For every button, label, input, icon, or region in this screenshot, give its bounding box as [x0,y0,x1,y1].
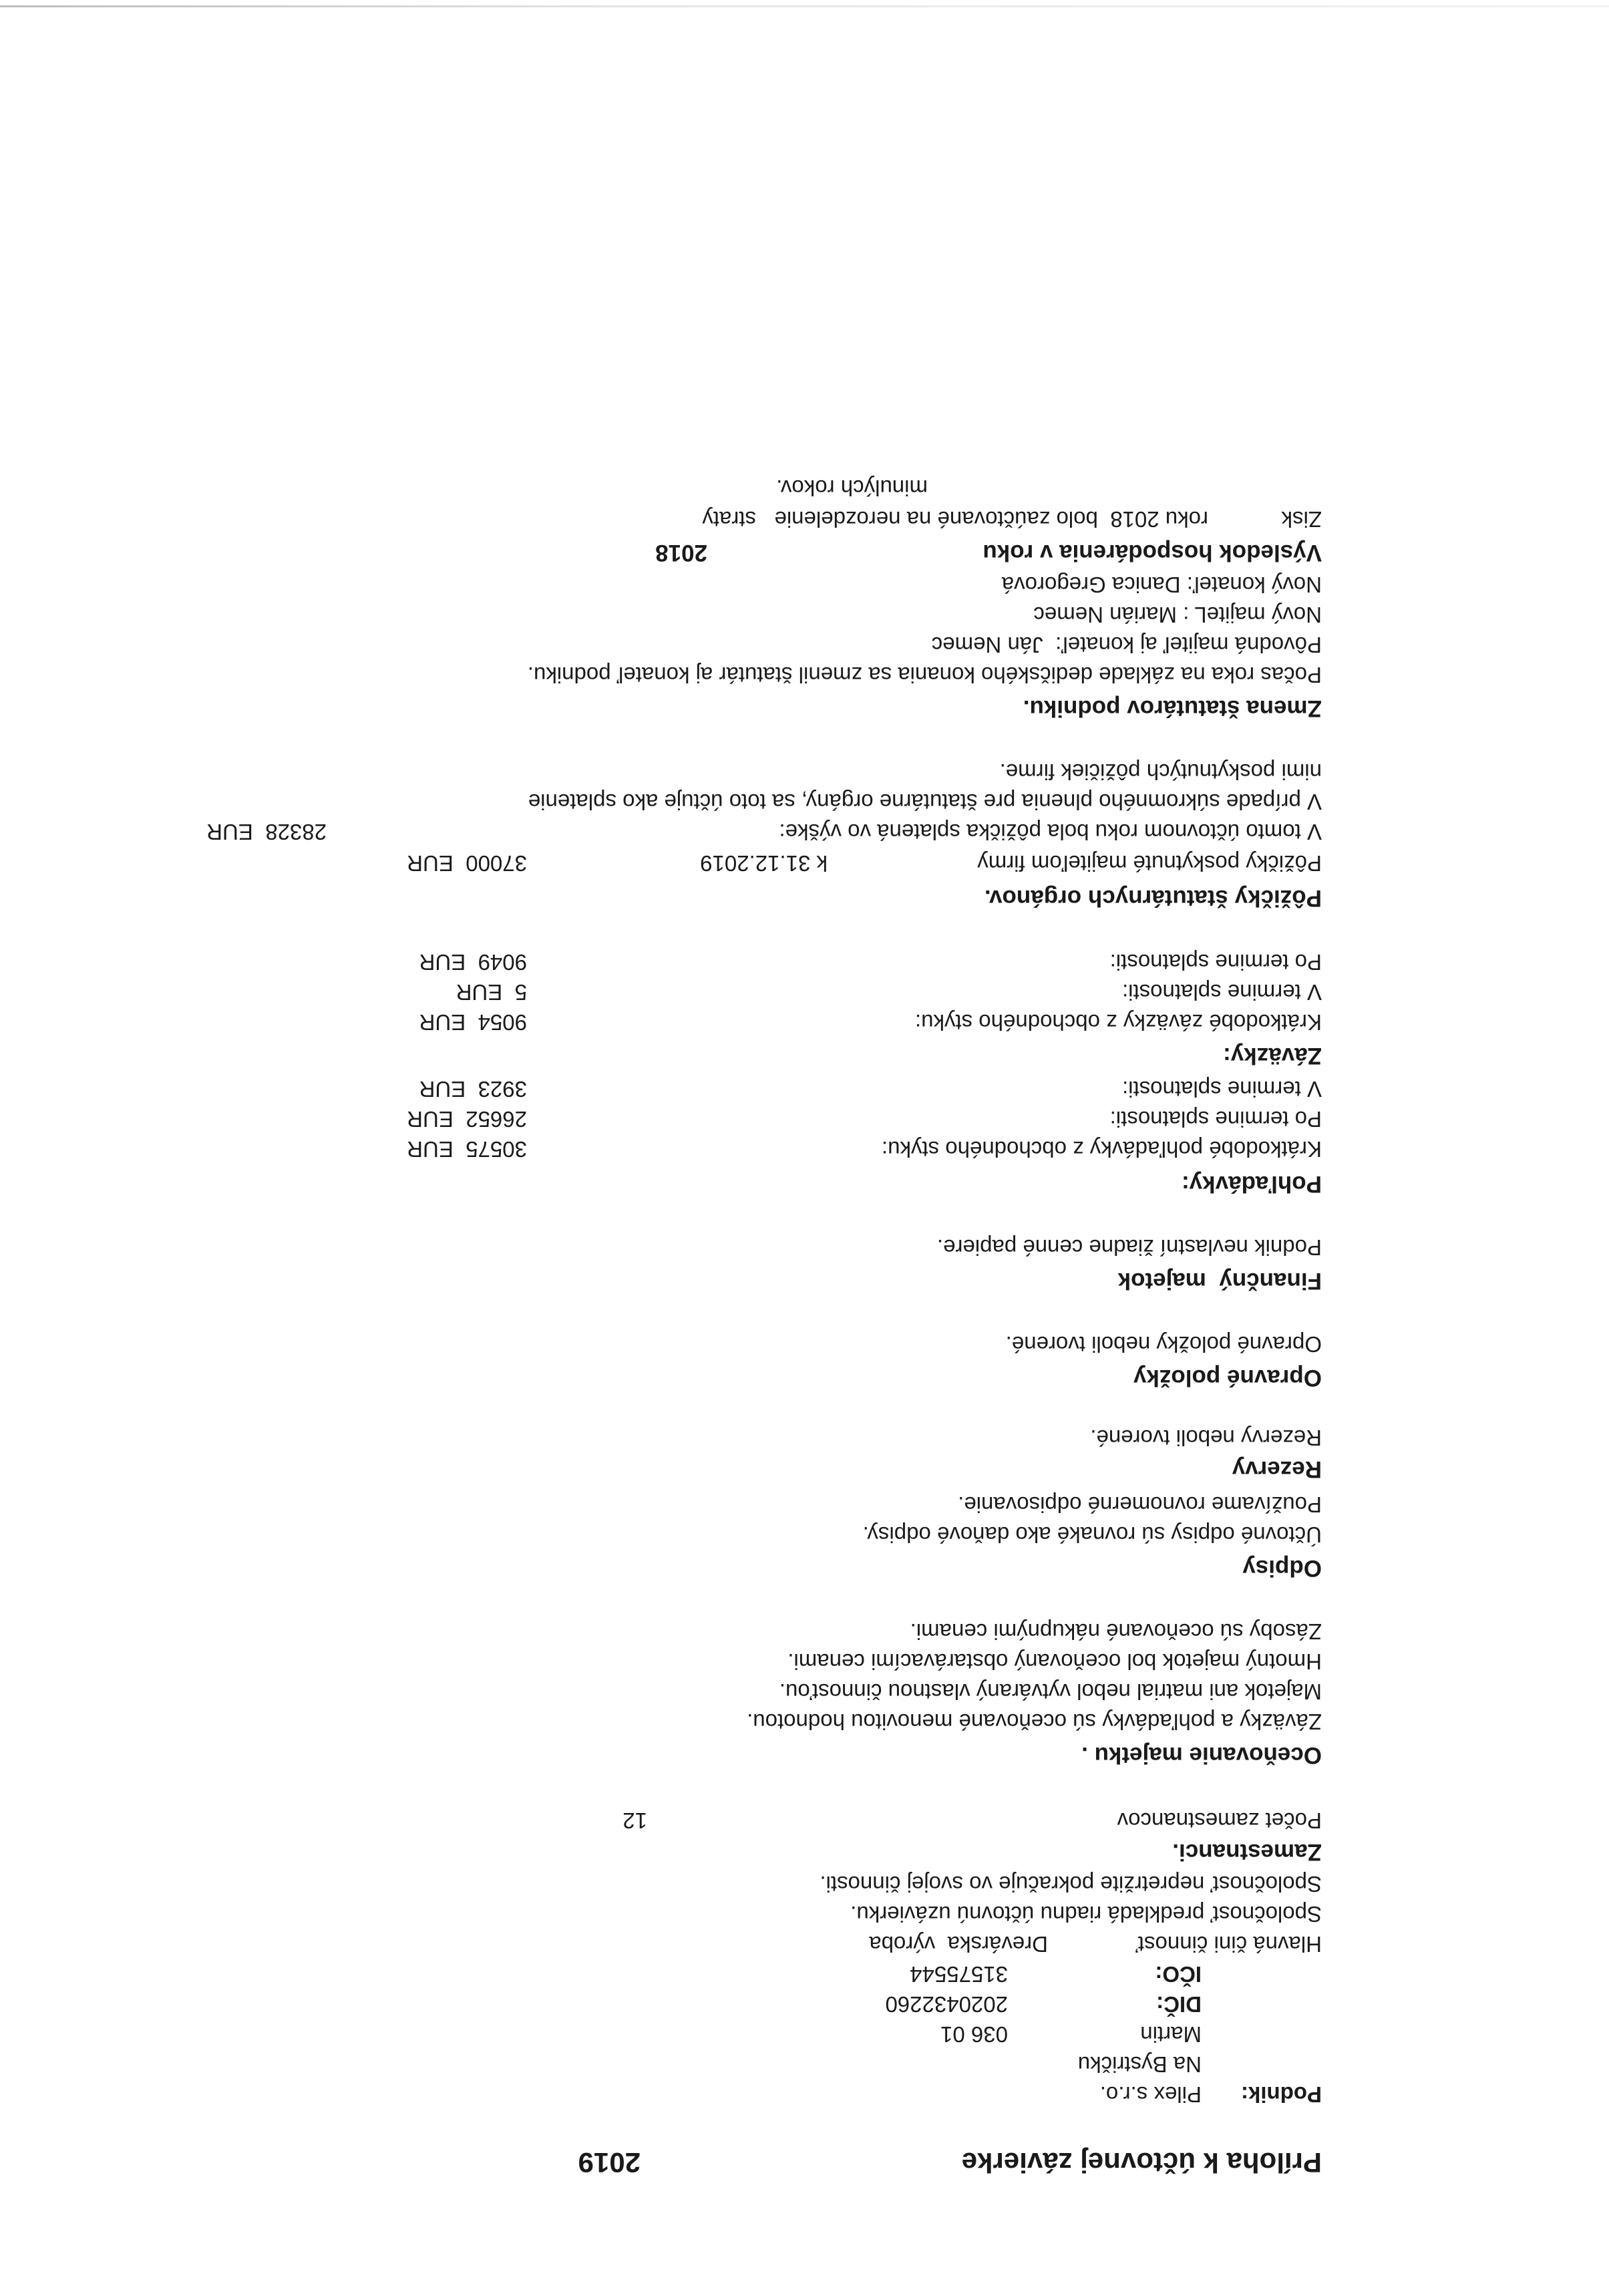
valuation-line-2: Majetok ani matrial nebol vytváraný vlastnou činnosťou. [779,1679,1322,1704]
company-note-1: Spoločnosť predkladá riadnu účtovnú uzávierku. [850,1902,1322,1927]
reserves-heading: Rezervy [1232,1456,1322,1482]
depreciation-line-1: Účtovné odpisy sú rovnaké ako daňové odpisy. [862,1522,1322,1547]
receivables-value-3: 3923 EUR [419,1077,527,1102]
receivables-value-2: 26652 EUR [407,1107,527,1132]
liabilities-value-2: 5 EUR [456,980,527,1005]
result-year: 2018 [655,540,707,566]
company-street: Na Bystričku [1077,2052,1202,2077]
result-line-1a: Zisk [1281,507,1322,532]
loans-label-1: Pôžičky poskytnuté majiteľom firmy [977,851,1322,876]
statutory-change-heading: Zmena štatutárov podniku. [1023,695,1322,721]
liabilities-heading: Záväzky: [1223,1043,1322,1069]
receivables-heading: Pohľadávky: [1182,1171,1322,1197]
dic-value: 2020432260 [885,1992,1008,2017]
depreciation-line-2: Používame rovnomerné odpisovanie. [958,1492,1322,1517]
statutory-change-line-1: Počas roka na základe dedičského konania sa zmenil štatutár aj konateľ podniku. [527,663,1322,687]
statutory-change-line-3: Nový majiteL : Marián Nemec [1033,603,1322,627]
activity-label: Hlavná čini činnosť [1135,1932,1322,1957]
receivables-label-3: V termine splatnosti: [1122,1077,1322,1102]
loans-line-4: nimi poskytnutých pôžičiek firme. [999,760,1322,784]
company-city: Martin [1140,2022,1202,2047]
adjustments-line: Opravné položky neboli tvorené. [1005,1332,1322,1357]
employees-count: 12 [622,1808,647,1833]
employees-label: Počet zamestnancov [1117,1808,1322,1833]
statutory-change-line-2: Pôvodná majiteľ aj konateľ: Ján Nemec [931,633,1322,657]
document-year: 2019 [578,2147,641,2178]
company-note-2: Spoločnosť nepretržite pokračuje vo svojej činnosti. [820,1872,1322,1897]
loans-date: k 31.12.2019 [700,851,828,876]
receivables-label-2: Po termine splatnosti: [1109,1107,1322,1132]
liabilities-label-2: V termine splatnosti: [1122,980,1322,1005]
dic-label: DIČ: [1156,1992,1202,2017]
financial-assets-line: Podnik nevlastní žiadne cenné papiere. [936,1235,1322,1260]
loans-heading: Pôžičky štatutárnych orgánov. [984,885,1322,911]
liabilities-value-3: 9049 EUR [419,950,527,975]
statutory-change-line-4: Nový konateľ: Danica Gregorová [1001,572,1322,597]
reserves-line: Rezervy neboli tvorené. [1090,1426,1322,1450]
loans-label-2: V tomto účtovnom roku bola pôžička splatená vo výške: [779,820,1322,844]
loans-value-1: 37000 EUR [407,851,527,876]
employees-heading: Zamestnanci. [1172,1839,1322,1865]
valuation-heading: Oceňovanie majetku . [1081,1742,1322,1768]
result-line-2: minulých rokov. [776,476,928,500]
receivables-value-1: 30575 EUR [407,1137,527,1162]
loans-value-2: 28328 EUR [206,820,327,844]
ico-value: 31575544 [910,1962,1008,1987]
activity-value: Drevárska výroba [869,1932,1048,1957]
document-title: Príloha k účtovnej závierke [961,2147,1322,2178]
result-heading: Výsledok hospodárenia v roku [982,540,1322,566]
company-name: Pilex s.r.o. [1099,2082,1202,2107]
company-label: Podnik: [1241,2082,1322,2107]
valuation-line-3: Hmotný majetok bol oceňovaný obstarávacími cenami. [787,1649,1322,1674]
adjustments-heading: Opravné položky [1133,1365,1322,1391]
valuation-line-4: Zásoby sú oceňované nákupnými cenami. [910,1619,1322,1644]
valuation-line-1: Záväzky a pohľadávky sú oceňované menovitou hodnotou. [747,1709,1322,1734]
ico-label: IČO: [1155,1962,1202,1987]
result-line-1b: roku 2018 bolo zaúčtované na nerozdelenie straty [702,507,1208,532]
depreciation-heading: Odpisy [1242,1555,1322,1581]
liabilities-label-1: Krátkodobé záväzky z obchodného styku: [914,1010,1322,1035]
liabilities-label-3: Po termine splatnosti: [1109,950,1322,975]
receivables-label-1: Krátkodobé pohľadávky z obchodného styku: [881,1137,1322,1162]
liabilities-value-1: 9054 EUR [419,1010,527,1035]
financial-assets-heading: Finančný majetok [1117,1268,1322,1294]
company-zip: 036 01 [940,2022,1008,2047]
loans-line-3: V prípade súkromného plnenia pre štatutárne orgány, sa toto účtuje ako splatenie [528,790,1322,814]
